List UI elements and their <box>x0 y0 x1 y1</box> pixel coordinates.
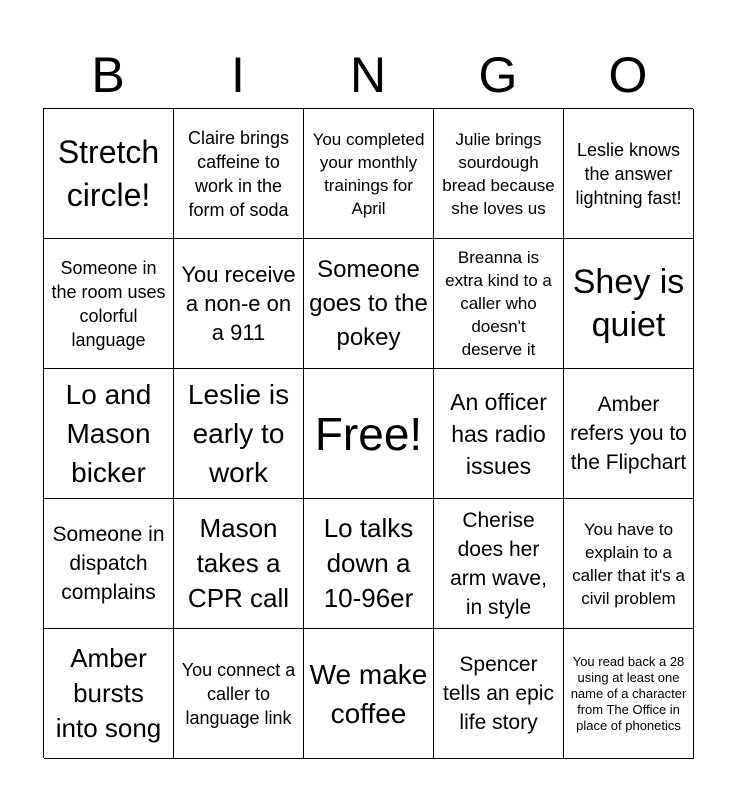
cell-text: You read back a 28 using at least one name of a character from The Office in place of phonetics <box>570 653 687 733</box>
cell-text: You receive a non-e on a 911 <box>181 262 296 345</box>
bingo-cell[interactable] <box>174 369 304 499</box>
bingo-cell[interactable] <box>304 109 434 239</box>
cell-text: Free! <box>314 407 423 460</box>
cell-text: Someone in the room uses colorful language <box>51 257 166 350</box>
bingo-cell[interactable] <box>564 239 694 369</box>
cell-text: An officer has radio issues <box>450 388 547 479</box>
header-letter-n: N <box>349 47 387 103</box>
cell-text: Lo and Mason bicker <box>65 379 152 488</box>
header-letter-g: G <box>478 47 518 103</box>
header-letter-o: O <box>608 47 648 103</box>
cell-text: Amber refers you to the Flipchart <box>570 393 687 474</box>
bingo-grid <box>43 108 693 758</box>
bingo-cell[interactable] <box>304 499 434 629</box>
bingo-cell[interactable] <box>564 629 694 759</box>
bingo-cell[interactable] <box>44 109 174 239</box>
bingo-cell[interactable] <box>174 109 304 239</box>
cell-text: Leslie is early to work <box>187 379 290 488</box>
cell-text: Claire brings caffeine to work in the form of soda <box>187 127 290 220</box>
cell-text: We make coffee <box>309 658 428 729</box>
cell-text: You completed your monthly trainings for April <box>312 129 425 218</box>
cell-text: Julie brings sourdough bread because she loves us <box>442 129 555 218</box>
cell-text: Breanna is extra kind to a caller who doesn't deserve it <box>445 248 552 359</box>
bingo-cell[interactable] <box>44 629 174 759</box>
bingo-cell[interactable] <box>304 629 434 759</box>
bingo-cell[interactable] <box>434 239 564 369</box>
bingo-cell[interactable] <box>174 239 304 369</box>
bingo-cell[interactable] <box>434 369 564 499</box>
bingo-cell[interactable] <box>44 499 174 629</box>
cell-text: Lo talks down a 10-96er <box>323 513 414 613</box>
cell-text: Spencer tells an epic life story <box>443 653 554 734</box>
bingo-cell[interactable] <box>44 239 174 369</box>
cell-text: Someone goes to the pokey <box>309 255 428 351</box>
bingo-cell[interactable] <box>44 369 174 499</box>
cell-text: Shey is quiet <box>572 262 685 344</box>
bingo-header <box>43 42 693 108</box>
cell-text: Leslie knows the answer lightning fast! <box>575 139 682 208</box>
bingo-cell[interactable] <box>434 499 564 629</box>
bingo-cell[interactable] <box>564 499 694 629</box>
free-space-cell[interactable] <box>304 369 434 499</box>
cell-text: Stretch circle! <box>57 133 160 213</box>
cell-text: Someone in dispatch complains <box>52 523 165 604</box>
cell-text: You connect a caller to language link <box>181 659 296 728</box>
cell-text: You have to explain to a caller that it's a civil problem <box>572 519 685 608</box>
bingo-cell[interactable] <box>434 109 564 239</box>
header-letter-i: I <box>231 47 245 103</box>
bingo-cell[interactable] <box>174 499 304 629</box>
cell-text: Cherise does her arm wave, in style <box>450 508 547 619</box>
bingo-cell[interactable] <box>434 629 564 759</box>
bingo-cell[interactable] <box>564 369 694 499</box>
cell-text: Amber bursts into song <box>55 643 162 743</box>
cell-text: Mason takes a CPR call <box>187 513 290 613</box>
bingo-cell[interactable] <box>564 109 694 239</box>
bingo-cell[interactable] <box>174 629 304 759</box>
bingo-cell[interactable] <box>304 239 434 369</box>
header-letter-b: B <box>91 47 125 103</box>
